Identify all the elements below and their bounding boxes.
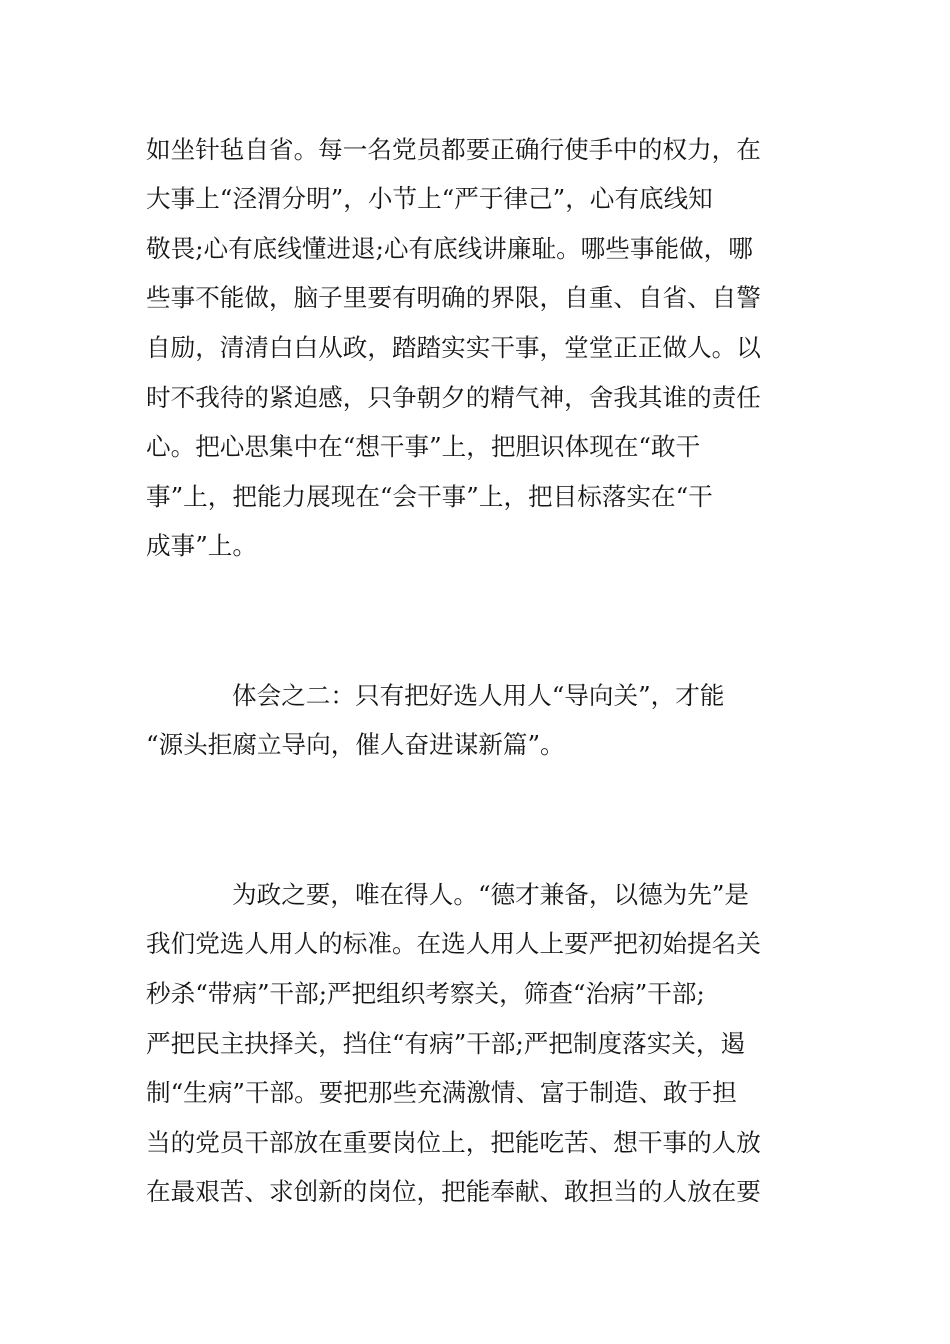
text-line: 当的党员干部放在重要岗位上，把能吃苦、想干事的人放	[146, 1128, 761, 1157]
text-line: 我们党选人用人的标准。在选人用人上要严把初始提名关	[146, 929, 761, 958]
text-line: 自励，清清白白从政，踏踏实实干事，堂堂正正做人。以	[146, 333, 761, 362]
text-line: 制“生病”干部。要把那些充满激情、富于制造、敢于担	[146, 1078, 737, 1107]
text-line: “源头拒腐立导向，催人奋进谋新篇”。	[146, 730, 565, 759]
text-line: 严把民主抉择关，挡住“有病”干部;严把制度落实关，遏	[146, 1029, 746, 1058]
text-line: 些事不能做，脑子里要有明确的界限，自重、自省、自警	[146, 283, 761, 312]
text-line: 事”上，把能力展现在“会干事”上，把目标落实在“干	[146, 482, 713, 511]
text-line: 体会之二：只有把好选人用人“导向关”，才能	[232, 681, 725, 710]
text-line: 在最艰苦、求创新的岗位，把能奉献、敢担当的人放在要	[146, 1177, 761, 1206]
text-line: 敬畏;心有底线懂进退;心有底线讲廉耻。哪些事能做，哪	[146, 234, 753, 263]
text-line: 成事”上。	[146, 531, 257, 560]
text-line: 为政之要，唯在得人。“德才兼备，以德为先”是	[232, 880, 750, 909]
text-line: 如坐针毡自省。每一名党员都要正确行使手中的权力，在	[146, 135, 761, 164]
text-line: 时不我待的紧迫感，只争朝夕的精气神，舍我其谁的责任	[146, 383, 761, 412]
text-line: 秒杀“带病”干部;严把组织考察关，筛查“治病”干部;	[146, 979, 705, 1008]
text-line: 大事上“泾渭分明”，小节上“严于律己”，心有底线知	[146, 184, 713, 213]
text-line: 心。把心思集中在“想干事”上，把胆识体现在“敢干	[146, 432, 701, 461]
